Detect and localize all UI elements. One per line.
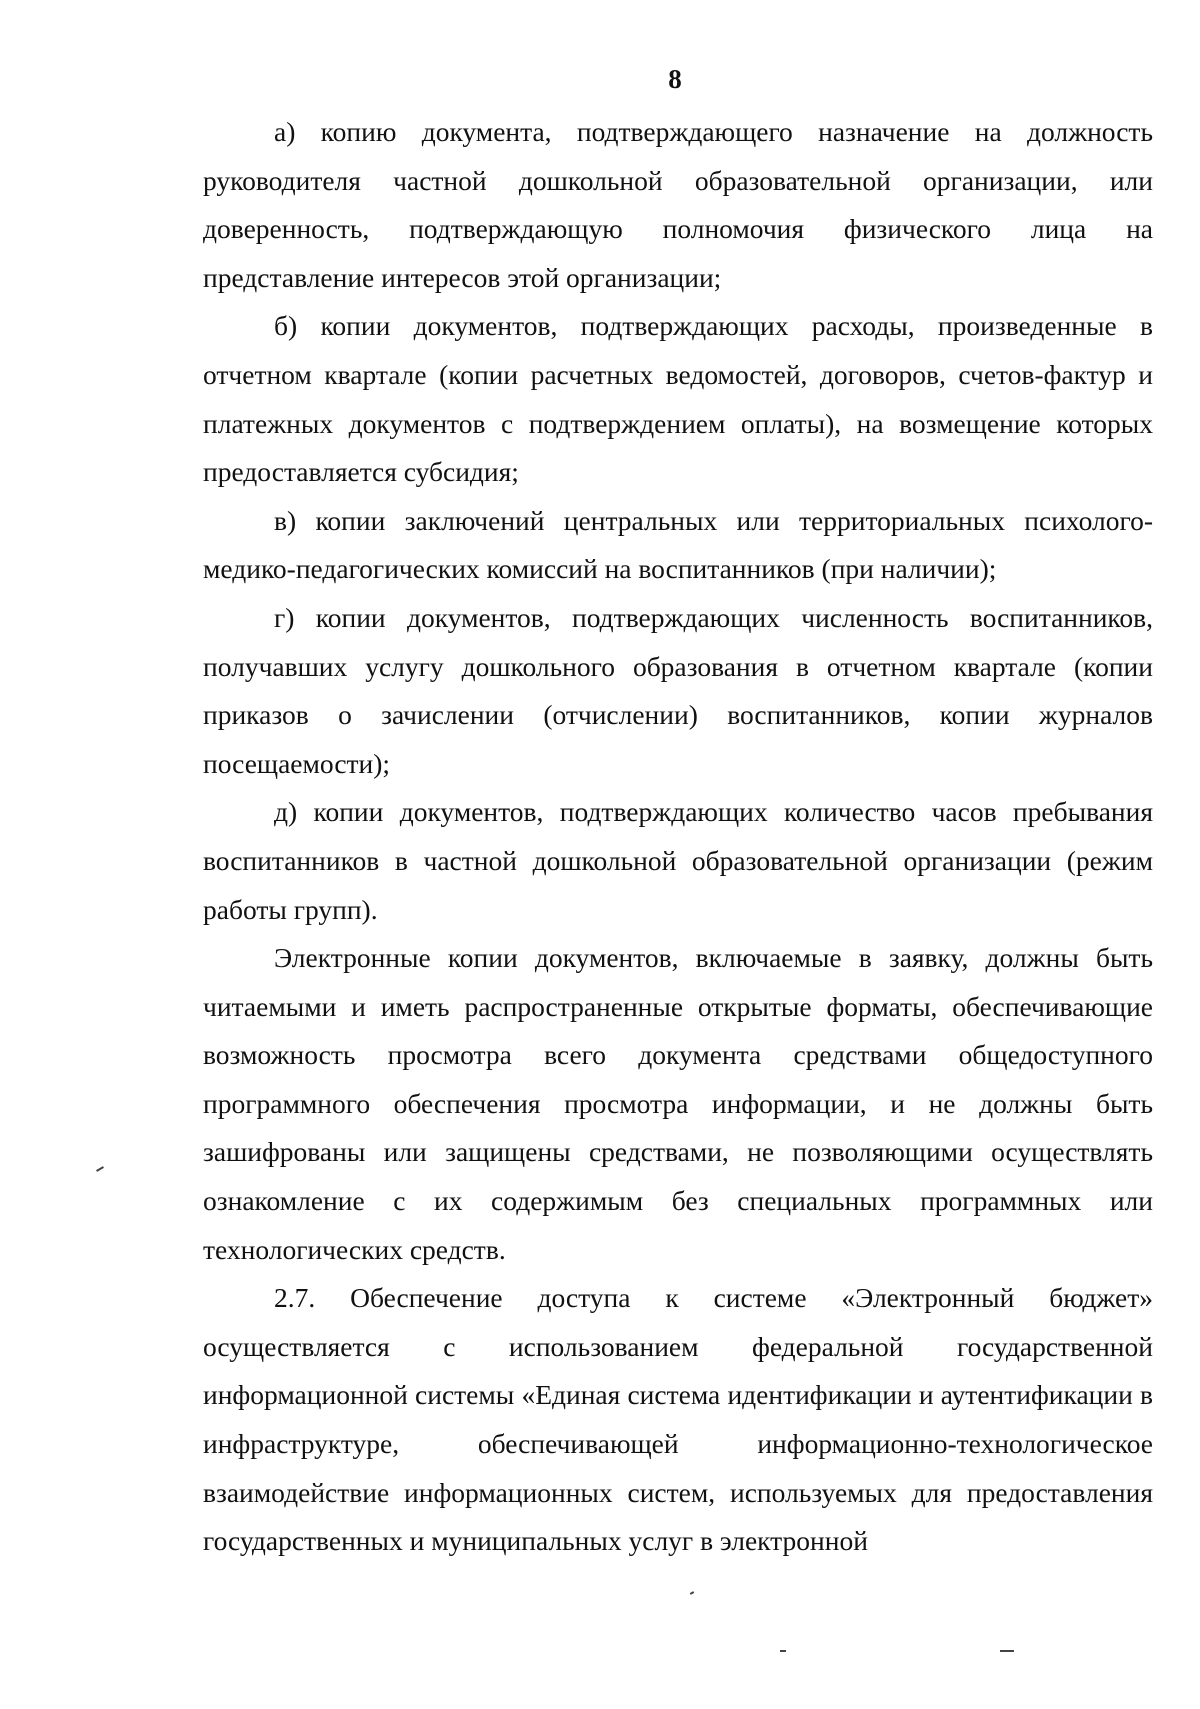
paragraph-electronic-copies: Электронные копии документов, включаемые в заявку, должны быть читаемыми и иметь распространенные открытые форматы, обеспечивающие возможность просмотра всего документа средствами общедоступного программного обеспечения просмотра информации, и не должны быть зашифрованы или защищены средствами, не позволяющими осуществлять ознакомление с их содержимым без специальных программных или технологических средств. [203, 942, 1153, 1265]
paragraph-2-7: 2.7. Обеспечение доступа к системе «Электронный бюджет» осуществляется с использованием федеральной государственной информационной системы «Единая система идентификации и аутентификации в инфраструктуре, обеспечивающей информационно-технологическое взаимодействие информационных систем, используемых для предоставления государственных и муниципальных услуг в электронной [203, 1282, 1153, 1557]
scan-artifact-mark [690, 1591, 694, 1595]
document-body [203, 108, 1153, 1566]
paragraph-a: а) копию документа, подтверждающего назначение на должность руководителя частной дошкольной образовательной организации, или доверенность, подтверждающую полномочия физического лица на представление интересов этой организации; [203, 116, 1153, 293]
scan-artifact-mark [780, 1650, 786, 1652]
paragraph-v: в) копии заключений центральных или территориальных психолого-медико-педагогических комиссий на воспитанников (при наличии); [203, 504, 1153, 585]
paragraph-g: г) копии документов, подтверждающих численность воспитанников, получавших услугу дошкольного образования в отчетном квартале (копии приказов о зачислении (отчислении) воспитанников, копии журналов посещаемости); [203, 601, 1153, 779]
paragraph-b: б) копии документов, подтверждающих расходы, произведенные в отчетном квартале (копии расчетных ведомостей, договоров, счетов-фактур и платежных документов с подтверждением оплаты), на возмещение которых предоставляется субсидия; [203, 310, 1153, 488]
paragraph-d: д) копии документов, подтверждающих количество часов пребывания воспитанников в частной дошкольной образовательной организации (режим работы групп). [203, 796, 1153, 925]
scan-artifact-mark [1000, 1650, 1014, 1652]
scan-artifact-mark [96, 1166, 104, 1172]
page-number: 8 [668, 64, 682, 94]
